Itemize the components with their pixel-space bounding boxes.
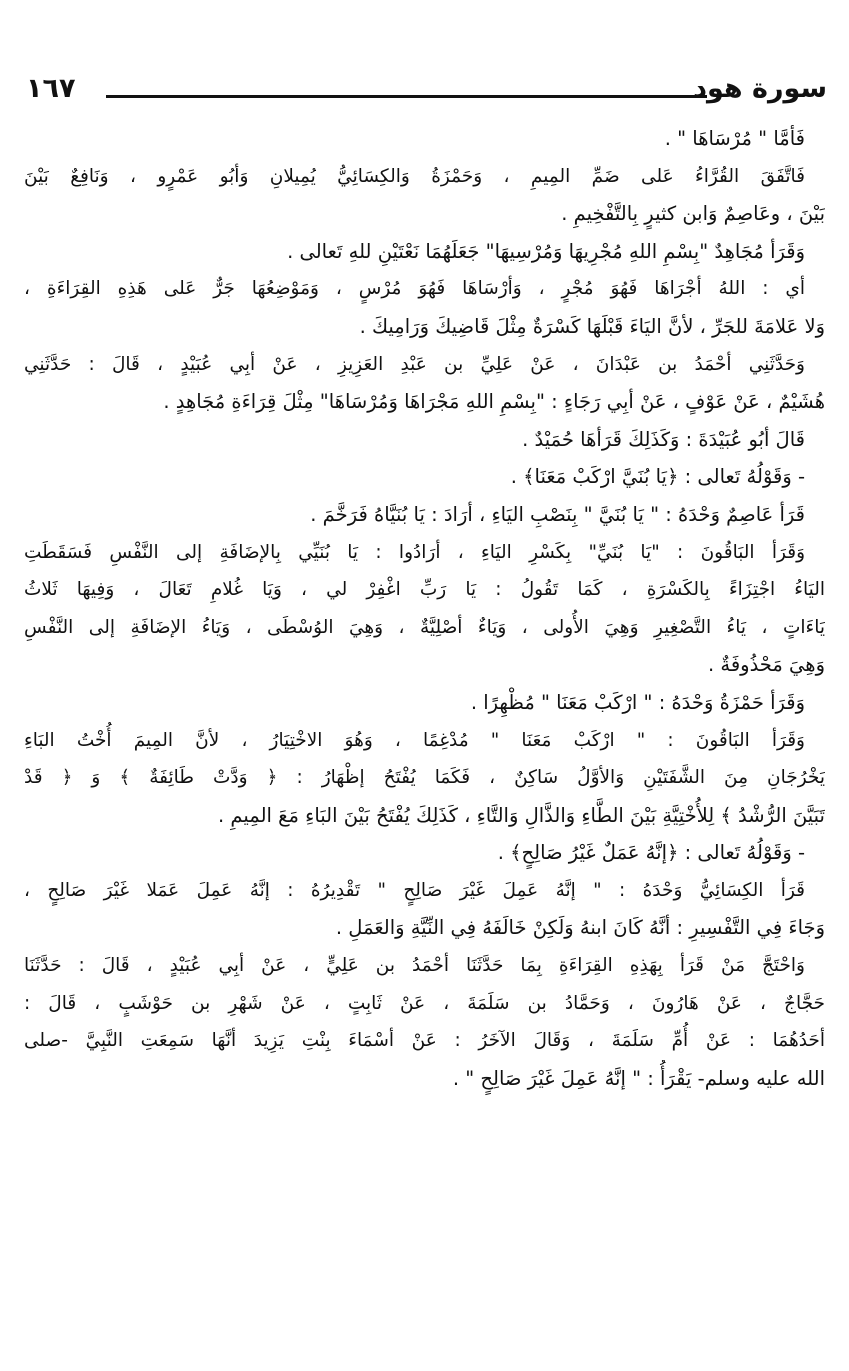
- text-line: تَبَيَّنَ الرُّشْدُ ﴾ لِلأُخْتِيَّةِ بَيْنَ الطَّاءِ وَالذَّالِ وَالتَّاءِ ، كَذَلِكَ يُفْتَحُ بَيْنَ البَاءِ مَعَ المِيمِ .: [218, 803, 825, 827]
- text-line: يَاءَاتٍ ، يَاءُ التَّصْغِيرِ وَهِيَ الأُولى ، وَيَاءٌ أصْلِيَّةٌ ، وَهِيَ الوُسْطَى ، وَيَاءُ الإضَافَةِ إلى النَّفْسِ: [24, 616, 825, 638]
- text-line: اليَاءُ اجْتِزَاءً بِالكَسْرَةِ ، كَمَا تَقُولُ : يَا رَبِّ اغْفِرْ لي ، وَيَا غُلامِ تَعَالَ ، وَفِيهَا ثَلاثُ: [24, 579, 825, 601]
- text-line: وَاحْتَجَّ مَنْ قَرَأ بِهَذِهِ القِرَاءَةِ بِمَا حَدَّثَنَا أحْمَدُ بن عَلِيٍّ ، عَنْ أبِي عُبَيْدٍ ، قَالَ : حَدَّثَنَا: [24, 955, 805, 977]
- text-line: فَاتَّفَقَ القُرَّاءُ عَلى ضَمِّ المِيمِ ، وَحَمْزَةُ وَالكِسَائِيُّ يُمِيلانِ وَأبُو عَمْرٍو ، وَنَافِعٌ بَيْنَ: [24, 165, 805, 187]
- text-line: وَقَرَأ مُجَاهِدٌ "بِسْمِ اللهِ مُجْرِيهَا وَمُرْسِيهَا" جَعَلَهُمَا نَعْتَيْنِ للهِ تَعالى .: [287, 239, 805, 263]
- text-line: أي : اللهُ أجْرَاهَا فَهُوَ مُجْرٍ ، وَأرْسَاهَا فَهُوَ مُرْسٍ ، وَمَوْضِعُهَا جَرٌّ عَلى هَذِهِ القِرَاءَةِ ،: [24, 278, 805, 300]
- header-rule: [106, 95, 707, 98]
- text-line: الله عليه وسلم- يَقْرَأُ : " إنَّهُ عَمِلَ غَيْرَ صَالِحٍ " .: [452, 1066, 825, 1090]
- text-line: وَهِيَ مَحْذُوفَةٌ .: [707, 653, 825, 677]
- text-line: وَحَدَّثَنِي أحْمَدُ بن عَبْدَانَ ، عَنْ عَلِيِّ بن عَبْدِ العَزِيزِ ، عَنْ أبِي عُبَيْدٍ ، قَالَ : حَدَّثَنِي: [24, 353, 805, 375]
- page-header: [0, 70, 849, 114]
- text-line: أحَدُهُمَا : عَنْ أُمِّ سَلَمَةَ ، وَقَالَ الآخَرُ : عَنْ أسْمَاءَ بِنْتِ يَزِيدَ أنَّهَا سَمِعَتِ النَّبِيَّ -صلى: [24, 1030, 825, 1052]
- text-line: هُشَيْمٌ ، عَنْ عَوْفٍ ، عَنْ أبِي رَجَاءٍ : "بِسْمِ اللهِ مَجْرَاهَا وَمُرْسَاهَا" مِثْلَ قِرَاءَةِ مُجَاهِدٍ .: [163, 390, 825, 414]
- text-line: قَرَأ الكِسَائِيُّ وَحْدَهُ : " إنَّهُ عَمِلَ غَيْرَ صَالِحٍ " تَقْدِيرُهُ : إنَّهُ عَمِلَ عَمَلا غَيْرَ صَالِحٍ ،: [24, 879, 805, 901]
- text-line: وَقَرَأ حَمْزَةُ وَحْدَهُ : " ارْكَبْ مَعَنَا " مُظْهِرًا .: [470, 690, 805, 714]
- text-line: وَجَاءَ فِي التَّفْسِيرِ : أنَّهُ كَانَ ابنهُ وَلَكِنْ خَالَفَهُ فِي النِّيَّةِ وَالعَمَلِ .: [335, 916, 825, 940]
- text-line: - وَقَوْلُهُ تَعالى : ﴿يَا بُنَيَّ ارْكَبْ مَعَنَا﴾ .: [510, 465, 805, 489]
- text-line: وَلا عَلامَةَ للجَرِّ ، لأنَّ اليَاءَ قَبْلَهَا كَسْرَةٌ مِثْلَ قَاضِيكَ وَرَامِيكَ .: [359, 314, 825, 338]
- text-line: بَيْنَ ، وعَاصِمٌ وَابن كثيرٍ بِالتَّفْخِيمِ .: [561, 202, 825, 226]
- text-line: فَأمَّا " مُرْسَاهَا " .: [664, 127, 805, 150]
- page-body: [24, 120, 825, 1097]
- text-line: يَخْرُجَانِ مِنَ الشَّفَتَيْنِ وَالأوَّلُ سَاكِنٌ ، فَكَمَا يُفْتَحُ إظْهَارُ : ﴿ وَدَّتْ طَائِفَةٌ ﴾ وَ ﴿ قَدْ: [24, 767, 825, 789]
- page-number: ١٦٧: [26, 73, 76, 104]
- text-line: وَقَرَأ البَاقُونَ : " ارْكَبْ مَعَنَا " مُدْغِمًا ، وَهُوَ الاخْتِيَارُ ، لأنَّ المِيمَ أُخْتُ البَاءِ: [24, 729, 805, 751]
- text-line: - وَقَوْلُهُ تَعالى : ﴿إنَّهُ عَمَلٌ غَيْرُ صَالِحٍ﴾ .: [497, 841, 805, 865]
- surah-title: سورة هود: [693, 73, 827, 104]
- text-line: قَرَأ عَاصِمٌ وَحْدَهُ : " يَا بُنَيَّ " بِنَصْبِ اليَاءِ ، أرَادَ : يَا بُنَيَّاهُ فَرَخَّمَ .: [310, 502, 805, 526]
- text-line: قَالَ أبُو عُبَيْدَةَ : وَكَذَلِكَ قَرَأهَا حُمَيْدٌ .: [522, 427, 805, 451]
- text-line: وَقَرَأ البَاقُونَ : "يَا بُنَيِّ" بِكَسْرِ اليَاءِ ، أرَادُوا : يَا بُنَيِّي بِالإضَافَةِ إلى النَّفْسِ فَسَقَطَتِ: [24, 541, 805, 563]
- text-line: حَجَّاجٌ ، عَنْ هَارُونَ ، وَحَمَّادُ بن سَلَمَةَ ، عَنْ ثَابِتٍ ، عَنْ شَهْرِ بن حَوْشَبٍ ، قَالَ :: [24, 992, 825, 1014]
